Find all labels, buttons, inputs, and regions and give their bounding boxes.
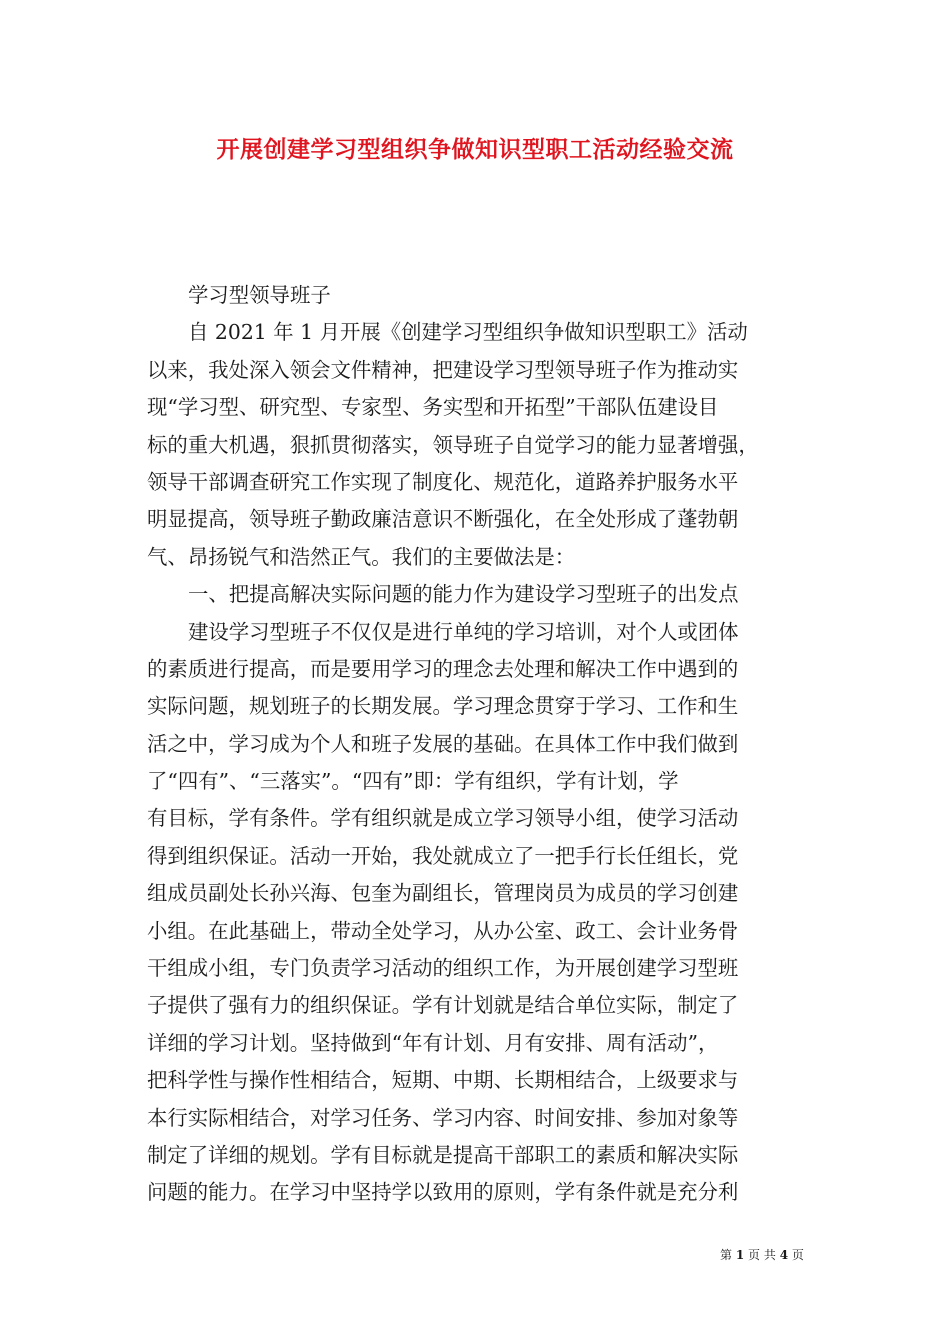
section-heading: 学习型领导班子 xyxy=(188,283,331,307)
paragraph-line: 以来，我处深入领会文件精神，把建设学习型领导班子作为推动实 xyxy=(147,357,739,382)
paragraph-line: 本行实际相结合，对学习任务、学习内容、时间安排、参加对象等 xyxy=(147,1105,739,1130)
paragraph-line: 子提供了强有力的组织保证。学有计划就是结合单位实际，制定了 xyxy=(147,993,739,1018)
current-page-number: 1 xyxy=(735,1248,745,1262)
section-heading: 一、把提高解决实际问题的能力作为建设学习型班子的出发点 xyxy=(188,582,739,607)
paragraph-line: 的素质进行提高，而是要用学习的理念去处理和解决工作中遇到的 xyxy=(147,656,739,681)
paragraph-line: 得到组织保证。活动一开始，我处就成立了一把手行长任组长，党 xyxy=(147,843,739,868)
paragraph-line: 气、昂扬锐气和浩然正气。我们的主要做法是： xyxy=(147,544,576,569)
paragraph-line: 把科学性与操作性相结合，短期、中期、长期相结合，上级要求与 xyxy=(147,1068,739,1093)
paragraph-line: 领导干部调查研究工作实现了制度化、规范化，道路养护服务水平 xyxy=(147,469,739,494)
paragraph-line: 干组成小组，专门负责学习活动的组织工作，为开展创建学习型班 xyxy=(147,956,739,981)
document-body xyxy=(147,277,807,1212)
paragraph-line: 小组。在此基础上，带动全处学习，从办公室、政工、会计业务骨 xyxy=(147,918,739,943)
document-title: 开展创建学习型组织争做知识型职工活动经验交流 xyxy=(216,136,734,163)
footer-suffix: 页 xyxy=(791,1248,804,1262)
paragraph-line: 活之中，学习成为个人和班子发展的基础。在具体工作中我们做到 xyxy=(147,731,739,756)
footer-middle: 页 共 xyxy=(748,1248,776,1262)
paragraph-line: 有目标，学有条件。学有组织就是成立学习领导小组，使学习活动 xyxy=(147,806,739,831)
paragraph-line: 自 2021 年 1 月开展《创建学习型组织争做知识型职工》活动 xyxy=(188,320,748,345)
paragraph-line: 问题的能力。在学习中坚持学以致用的原则，学有条件就是充分利 xyxy=(147,1180,739,1205)
paragraph-line: 了“四有”、“三落实”。“四有”即：学有组织，学有计划，学 xyxy=(147,769,679,794)
paragraph-line: 现“学习型、研究型、专家型、务实型和开拓型”干部队伍建设目 xyxy=(147,395,719,420)
paragraph-line: 实际问题，规划班子的长期发展。学习理念贯穿于学习、工作和生 xyxy=(147,694,739,719)
paragraph-line: 明显提高，领导班子勤政廉洁意识不断强化，在全处形成了蓬勃朝 xyxy=(147,507,739,532)
paragraph-line: 建设学习型班子不仅仅是进行单纯的学习培训，对个人或团体 xyxy=(188,619,739,644)
total-page-number: 4 xyxy=(779,1248,789,1262)
page-footer xyxy=(720,1247,804,1263)
paragraph-line: 组成员副处长孙兴海、包奎为副组长，管理岗员为成员的学习创建 xyxy=(147,881,739,906)
footer-prefix: 第 xyxy=(720,1248,733,1262)
paragraph-line: 制定了详细的规划。学有目标就是提高干部职工的素质和解决实际 xyxy=(147,1142,739,1167)
paragraph-line: 标的重大机遇，狠抓贯彻落实，领导班子自觉学习的能力显著增强， xyxy=(147,432,759,457)
paragraph-line: 详细的学习计划。坚持做到“年有计划、月有安排、周有活动”， xyxy=(147,1030,719,1055)
